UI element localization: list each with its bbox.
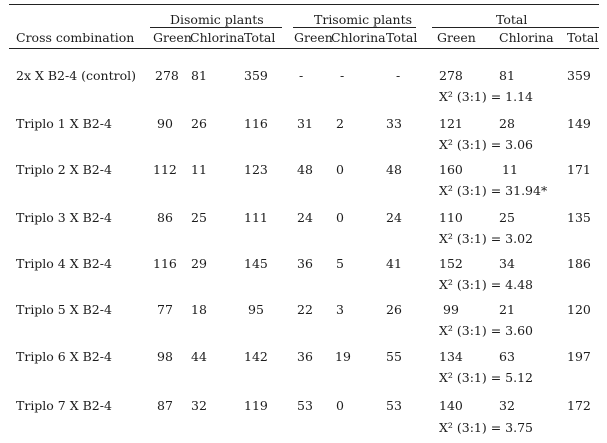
trisomic-total-cell: 55 <box>386 349 402 364</box>
total-total-cell: 120 <box>567 302 591 317</box>
disomic-chlorina-cell: 29 <box>191 256 207 271</box>
total-green-cell: 278 <box>439 68 463 83</box>
chi-square-cell: X² (3:1) = 4.48 <box>439 277 534 292</box>
total-green-cell: 152 <box>439 256 463 271</box>
chi-square-cell: X² (3:1) = 31.94* <box>439 183 548 198</box>
cross-cell: Triplo 7 X B2-4 <box>16 398 112 413</box>
trisomic-chlorina-header: Chlorina <box>331 30 386 45</box>
trisomic-green-cell: 36 <box>297 256 313 271</box>
total-chlorina-cell: 34 <box>499 256 515 271</box>
trisomic-green-cell: 24 <box>297 210 313 225</box>
disomic-green-cell: 112 <box>153 162 177 177</box>
total-chlorina-cell: 25 <box>499 210 515 225</box>
disomic-total-cell: 116 <box>244 116 268 131</box>
disomic-chlorina-cell: 11 <box>191 162 207 177</box>
total-green-cell: 99 <box>443 302 459 317</box>
chi-square-cell: X² (3:1) = 3.75 <box>439 420 534 435</box>
chi-square-cell: X² (3:1) = 3.02 <box>439 231 534 246</box>
trisomic-green-cell: 22 <box>297 302 313 317</box>
disomic-chlorina-cell: 26 <box>191 116 207 131</box>
trisomic-green-cell: 31 <box>297 116 313 131</box>
total-chlorina-cell: 21 <box>499 302 515 317</box>
disomic-green-cell: 77 <box>157 302 173 317</box>
total-total-cell: 171 <box>567 162 591 177</box>
trisomic-chlorina-cell: 2 <box>336 116 344 131</box>
total-total-cell: 197 <box>567 349 591 364</box>
total-chlorina-cell: 28 <box>499 116 515 131</box>
header-bottom-rule <box>9 48 599 49</box>
disomic-chlorina-cell: 81 <box>191 68 207 83</box>
disomic-total-cell: 142 <box>244 349 268 364</box>
disomic-total-cell: 145 <box>244 256 268 271</box>
chi-square-cell: X² (3:1) = 3.06 <box>439 137 534 152</box>
trisomic-green-cell: - <box>299 68 304 83</box>
total-total-header: Total <box>567 30 599 45</box>
trisomic-green-cell: 53 <box>297 398 313 413</box>
total-chlorina-cell: 32 <box>499 398 515 413</box>
total-total-cell: 359 <box>567 68 591 83</box>
disomic-total-cell: 359 <box>244 68 268 83</box>
disomic-total-cell: 119 <box>244 398 268 413</box>
trisomic-chlorina-cell: 0 <box>336 210 344 225</box>
disomic-green-cell: 90 <box>157 116 173 131</box>
total-underline <box>432 27 599 28</box>
cross-cell: Triplo 3 X B2-4 <box>16 210 112 225</box>
trisomic-green-cell: 48 <box>297 162 313 177</box>
disomic-total-cell: 123 <box>244 162 268 177</box>
disomic-green-cell: 278 <box>155 68 179 83</box>
trisomic-green-cell: 36 <box>297 349 313 364</box>
disomic-underline <box>150 27 282 28</box>
total-green-cell: 134 <box>439 349 463 364</box>
trisomic-chlorina-cell: 0 <box>336 162 344 177</box>
trisomic-chlorina-cell: 19 <box>335 349 351 364</box>
disomic-green-header: Green <box>153 30 192 45</box>
cross-cell: Triplo 4 X B2-4 <box>16 256 112 271</box>
group-header-total: Total <box>496 12 528 27</box>
trisomic-total-cell: - <box>396 68 401 83</box>
total-total-cell: 186 <box>567 256 591 271</box>
cross-combination-header: Cross combination <box>16 30 135 45</box>
disomic-chlorina-header: Chlorina <box>190 30 245 45</box>
trisomic-total-cell: 26 <box>386 302 402 317</box>
disomic-total-header: Total <box>244 30 276 45</box>
top-rule <box>9 4 599 5</box>
trisomic-chlorina-cell: 0 <box>336 398 344 413</box>
chi-square-cell: X² (3:1) = 3.60 <box>439 323 534 338</box>
disomic-total-cell: 95 <box>248 302 264 317</box>
total-chlorina-cell: 81 <box>499 68 515 83</box>
disomic-chlorina-cell: 18 <box>191 302 207 317</box>
trisomic-total-header: Total <box>386 30 418 45</box>
trisomic-chlorina-cell: 5 <box>336 256 344 271</box>
disomic-total-cell: 111 <box>244 210 268 225</box>
cross-cell: Triplo 5 X B2-4 <box>16 302 112 317</box>
total-green-cell: 110 <box>439 210 463 225</box>
group-header-disomic: Disomic plants <box>170 12 264 27</box>
trisomic-total-cell: 48 <box>386 162 402 177</box>
trisomic-chlorina-cell: 3 <box>336 302 344 317</box>
disomic-green-cell: 116 <box>153 256 177 271</box>
trisomic-chlorina-cell: - <box>340 68 345 83</box>
cross-cell: 2x X B2-4 (control) <box>16 68 136 83</box>
total-chlorina-cell: 11 <box>502 162 518 177</box>
trisomic-total-cell: 24 <box>386 210 402 225</box>
total-total-cell: 172 <box>567 398 591 413</box>
total-chlorina-cell: 63 <box>499 349 515 364</box>
disomic-chlorina-cell: 25 <box>191 210 207 225</box>
disomic-chlorina-cell: 32 <box>191 398 207 413</box>
disomic-green-cell: 86 <box>157 210 173 225</box>
total-green-cell: 140 <box>439 398 463 413</box>
total-green-cell: 160 <box>439 162 463 177</box>
disomic-chlorina-cell: 44 <box>191 349 207 364</box>
trisomic-total-cell: 41 <box>386 256 402 271</box>
total-total-cell: 135 <box>567 210 591 225</box>
total-green-cell: 121 <box>439 116 463 131</box>
cross-cell: Triplo 2 X B2-4 <box>16 162 112 177</box>
chi-square-cell: X² (3:1) = 5.12 <box>439 370 534 385</box>
disomic-green-cell: 98 <box>157 349 173 364</box>
cross-cell: Triplo 1 X B2-4 <box>16 116 112 131</box>
cross-cell: Triplo 6 X B2-4 <box>16 349 112 364</box>
total-total-cell: 149 <box>567 116 591 131</box>
disomic-green-cell: 87 <box>157 398 173 413</box>
trisomic-green-header: Green <box>294 30 333 45</box>
total-green-header: Green <box>437 30 476 45</box>
chi-square-cell: X² (3:1) = 1.14 <box>439 89 534 104</box>
total-chlorina-header: Chlorina <box>499 30 554 45</box>
trisomic-total-cell: 53 <box>386 398 402 413</box>
trisomic-total-cell: 33 <box>386 116 402 131</box>
trisomic-underline <box>293 27 416 28</box>
group-header-trisomic: Trisomic plants <box>314 12 413 27</box>
